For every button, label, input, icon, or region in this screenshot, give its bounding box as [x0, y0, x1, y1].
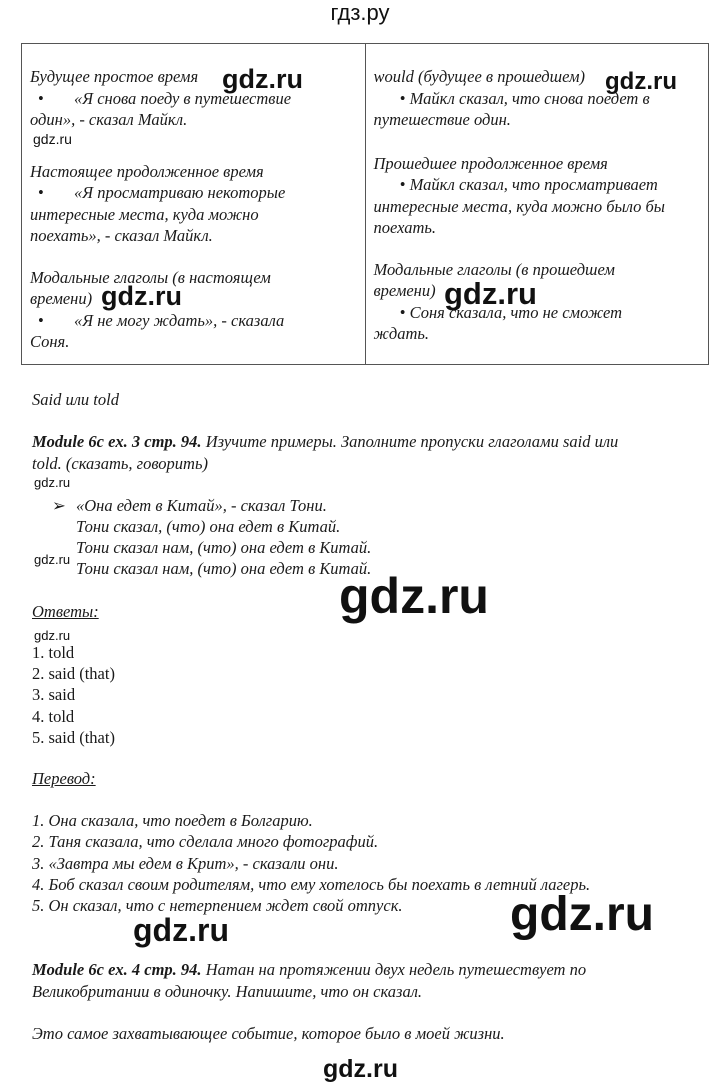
watermark: gdz.ru — [133, 912, 229, 948]
block-title: Будущее простое время — [30, 67, 199, 86]
bullet-icon: • — [38, 88, 44, 108]
watermark: gdz.ru — [339, 568, 489, 624]
answer-item: 1. told — [32, 643, 75, 662]
closing-sentence: Это самое захватывающее событие, которое было в моей жизни. — [32, 1024, 505, 1043]
watermark: gdz.ru — [101, 281, 182, 311]
past-continuous-block: Прошедшее продолженное время • Майкл сказал, что просматривает интересные места, куда можно было бы поехать. — [374, 153, 701, 239]
example-line: Тони сказал нам, (что) она едет в Китай. — [76, 538, 372, 557]
bullet-icon: • — [399, 175, 406, 194]
translation-item: 2. Таня сказала, что сделала много фотографий. — [32, 832, 379, 852]
answer-item: 4. told — [32, 706, 75, 726]
translation-item: 5. Он сказал, что с нетерпением ждет свой отпуск. — [32, 896, 403, 916]
watermark: gdz.ru — [34, 628, 71, 643]
exercise-4-task: Module 6c ex. 4 стр. 94. Натан на протяжении двух недель путешествует по Великобритании в одиночку. Напишите, что он сказал. — [32, 960, 587, 1001]
exercise-3-label: Module 6c ex. 3 стр. 94. — [32, 432, 202, 451]
block-title: Настоящее продолженное время — [30, 161, 264, 181]
bullet-icon: • — [399, 88, 406, 108]
present-continuous-block: Настоящее продолженное время • «Я просматриваю некоторые интересные места, куда можно поехать», - сказал Майкл. — [30, 161, 357, 247]
watermark: gdz.ru — [34, 475, 71, 490]
modal-past-block: Модальные глаголы (в прошедшем времени) • Соня сказала, что не сможет ждать. — [374, 259, 701, 345]
translation-item: 3. «Завтра мы едем в Крит», - сказали они. — [32, 853, 339, 873]
exercise-3-task: Module 6c ex. 3 стр. 94. Изучите примеры. Заполните пропуски глаголами said или told. (сказать, говорить) — [32, 432, 619, 473]
translation-heading: Перевод: — [32, 769, 96, 788]
watermark: gdz.ru — [222, 64, 303, 94]
block-title: Модальные глаголы (в настоящем — [30, 267, 271, 287]
block-title: Прошедшее продолженное время — [373, 153, 608, 173]
block-title: would (будущее в прошедшем) — [373, 67, 586, 86]
watermark: gdz.ru — [323, 1055, 398, 1083]
bullet-icon: • — [399, 302, 406, 322]
answer-item: 3. said — [32, 685, 76, 705]
watermark: gdz.ru — [444, 276, 537, 311]
watermark: gdz.ru — [33, 131, 72, 147]
said-told-heading: Said или told — [32, 390, 119, 409]
block-title: Модальные глаголы (в прошедшем — [373, 259, 615, 279]
bullet-icon: • — [38, 183, 44, 202]
left-column — [22, 44, 366, 365]
would-block: would (будущее в прошедшем) • Майкл сказал, что снова поедет в путешествие один. — [374, 66, 701, 131]
translation-item: 4. Боб сказал своим родителям, что ему хотелось бы поехать в летний лагерь. — [32, 874, 591, 894]
site-header: гдз.ру — [330, 0, 390, 25]
watermark: gdz.ru — [34, 552, 71, 567]
answers-list — [32, 642, 115, 748]
example-line: «Она едет в Китай», - сказал Тони. — [76, 496, 327, 515]
arrow-bullet-icon: ➢ — [52, 496, 66, 515]
bullet-icon: • — [38, 310, 44, 330]
watermark: gdz.ru — [510, 888, 654, 941]
example-line: Тони сказал, (что) она едет в Китай. — [76, 517, 341, 536]
translation-item: 1. Она сказала, что поедет в Болгарию. — [32, 811, 313, 830]
example-line: Тони сказал нам, (что) она едет в Китай. — [76, 559, 372, 578]
watermark: gdz.ru — [605, 68, 677, 95]
answer-item: 2. said (that) — [32, 664, 115, 684]
answers-heading: Ответы: — [32, 602, 99, 621]
modal-present-block: Модальные глаголы (в настоящем времени) • «Я не могу ждать», - сказала Соня. — [30, 267, 357, 353]
future-simple-block: Будущее простое время • «Я снова поеду в путешествие один», - сказал Майкл. — [30, 66, 357, 131]
answer-item: 5. said (that) — [32, 727, 115, 747]
exercise-4-label: Module 6c ex. 4 стр. 94. — [32, 960, 202, 979]
